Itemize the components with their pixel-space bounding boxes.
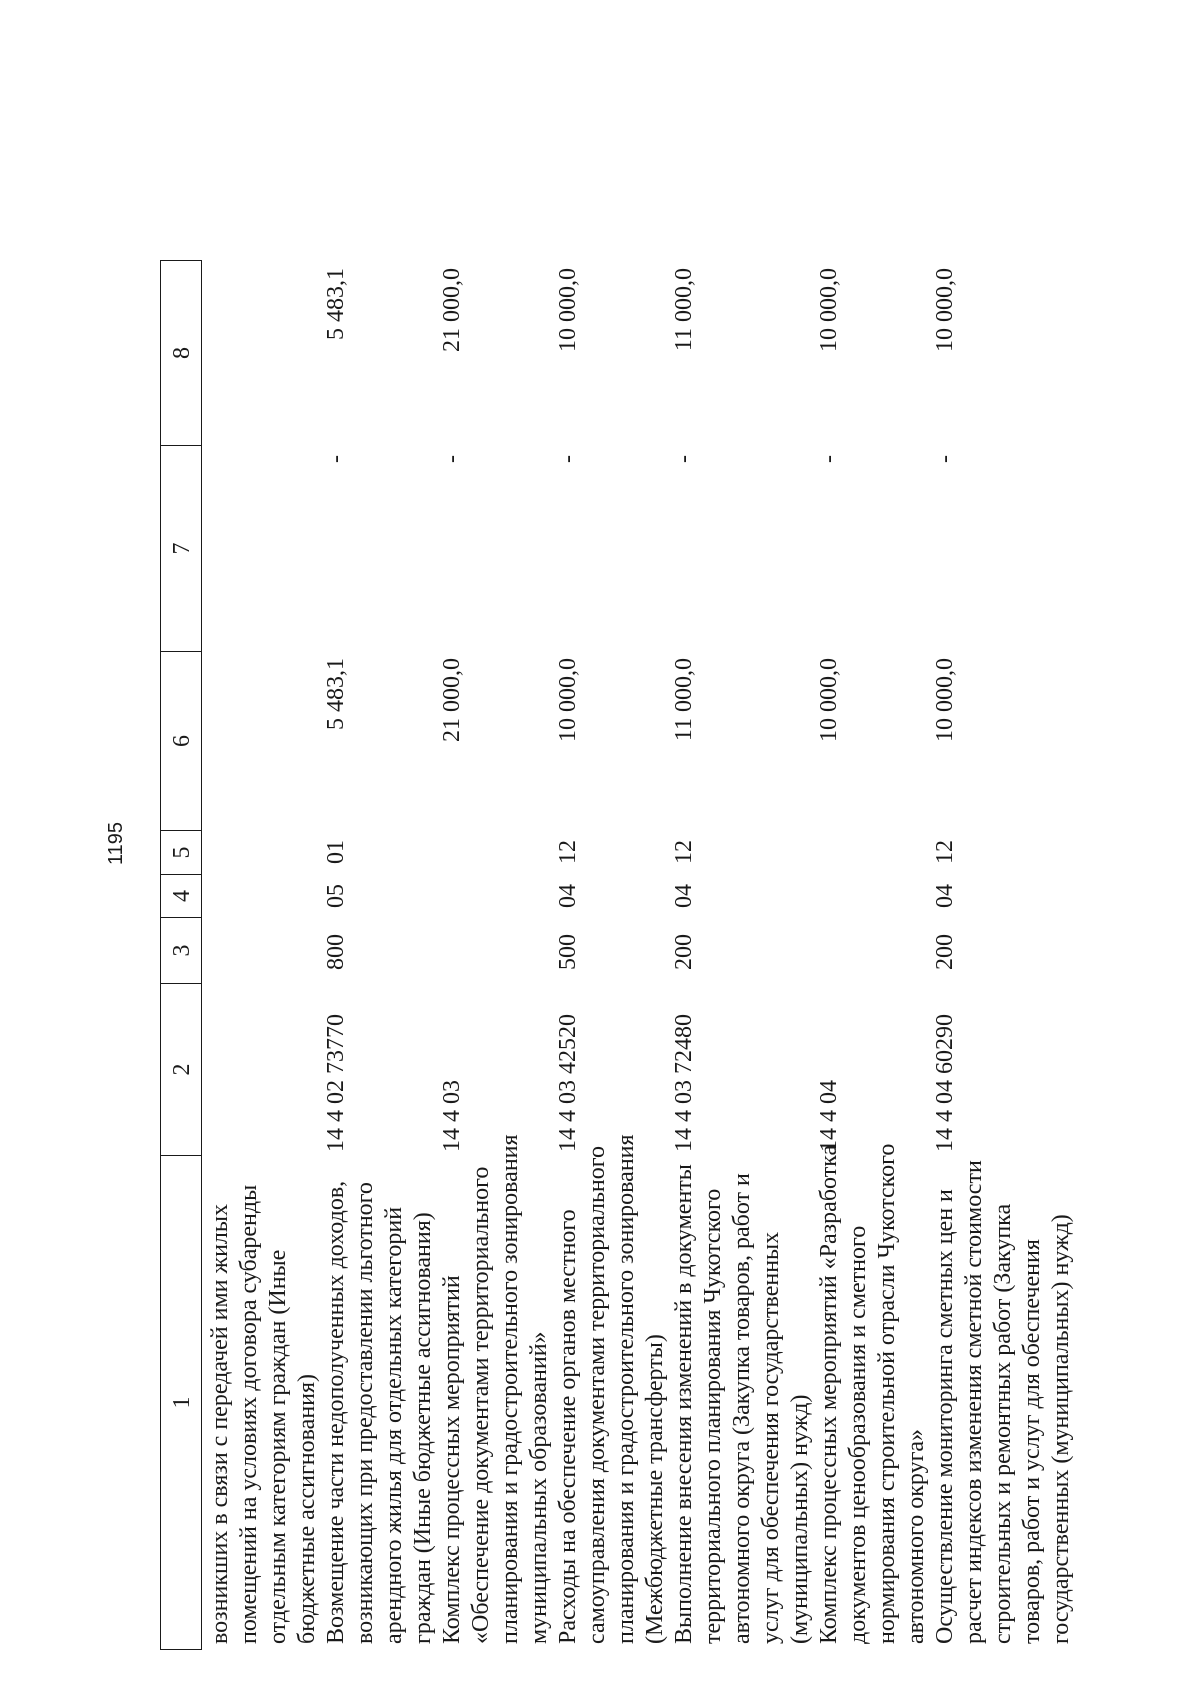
description-line: возникших в связи с передачей ими жилых [207, 1203, 233, 1644]
cell-col-8: 21 000,0 [439, 268, 465, 352]
cell-col-8: 10 000,0 [555, 268, 581, 352]
description-line: помещений на условиях договора субаренды [236, 1184, 262, 1644]
cell-col-5: 01 [323, 840, 349, 864]
description-line: «Обеспечение документами территориального [468, 1166, 494, 1644]
description-line: планирования и градостроительного зонирования [497, 1134, 523, 1644]
header-col-7: 7 [160, 445, 202, 652]
description-line: товаров, работ и услуг для обеспечения [1019, 1239, 1045, 1644]
cell-code: 14 4 04 [816, 1080, 842, 1152]
cell-col-7: - [555, 455, 581, 463]
description-line: (муниципальных) нужд) [787, 1394, 813, 1644]
header-col-5: 5 [160, 830, 202, 875]
description-line: расчет индексов изменения сметной стоимости [961, 1160, 987, 1644]
header-col-6: 6 [160, 651, 202, 831]
cell-col-6: 10 000,0 [932, 658, 958, 742]
cell-col-3: 800 [323, 934, 349, 970]
description-line: планирования и градостроительного зонирования [613, 1134, 639, 1644]
cell-description [670, 1158, 815, 1644]
description-line: возникающих при предоставлении льготного [352, 1182, 378, 1644]
description-line: Комплекс процессных мероприятий «Разработка [816, 1144, 842, 1644]
cell-col-4: 04 [932, 884, 958, 908]
description-line: самоуправления документами территориального [584, 1146, 610, 1644]
description-line: арендного жилья для отдельных категорий [381, 1206, 407, 1644]
header-col-8: 8 [160, 260, 202, 446]
cell-col-7: - [439, 455, 465, 463]
description-line: Расходы на обеспечение органов местного [555, 1209, 581, 1644]
cell-description [554, 1134, 670, 1644]
cell-col-4: 05 [323, 884, 349, 908]
description-line: Выполнение внесения изменений в документы [671, 1164, 697, 1644]
cell-col-7: - [323, 455, 349, 463]
cell-col-8: 11 000,0 [671, 268, 697, 352]
cell-code: 14 4 03 42520 [555, 1014, 581, 1152]
cell-description [206, 1158, 322, 1644]
cell-col-5: 12 [671, 840, 697, 864]
cell-col-7: - [932, 455, 958, 463]
rotated-table-frame [160, 70, 1175, 1650]
description-line: муниципальных образований» [526, 1331, 552, 1644]
cell-code: 14 4 04 60290 [932, 1014, 958, 1152]
description-line: услуг для обеспечения государственных [758, 1231, 784, 1644]
cell-col-6: 11 000,0 [671, 658, 697, 742]
description-line: отдельным категориям граждан (Иные [265, 1249, 291, 1644]
description-line: нормирования строительной отрасли Чукотского [874, 1143, 900, 1644]
description-line: территориального планирования Чукотского [700, 1188, 726, 1644]
cell-col-5: 12 [932, 840, 958, 864]
header-col-2: 2 [160, 983, 202, 1156]
cell-col-6: 10 000,0 [555, 658, 581, 742]
cell-col-8: 10 000,0 [816, 268, 842, 352]
header-col-4: 4 [160, 874, 202, 918]
description-line: государственных (муниципальных) нужд) [1048, 1214, 1074, 1644]
description-line: Осуществление мониторинга сметных цен и [932, 1189, 958, 1644]
cell-col-3: 500 [555, 934, 581, 970]
cell-col-6: 5 483,1 [323, 658, 349, 730]
description-line: Комплекс процессных мероприятий [439, 1275, 465, 1644]
description-line: автономного округа (Закупка товаров, работ и [729, 1173, 755, 1644]
cell-col-7: - [671, 455, 697, 463]
description-line: бюджетные ассигнования) [294, 1373, 320, 1644]
cell-description [931, 1158, 1076, 1644]
description-line: автономного округа» [903, 1428, 929, 1644]
cell-col-4: 04 [671, 884, 697, 908]
cell-code: 14 4 02 73770 [323, 1014, 349, 1152]
cell-code: 14 4 03 [439, 1080, 465, 1152]
cell-description [815, 1143, 931, 1644]
cell-col-6: 10 000,0 [816, 658, 842, 742]
header-col-1: 1 [160, 1155, 202, 1650]
cell-col-3: 200 [932, 934, 958, 970]
cell-col-6: 21 000,0 [439, 658, 465, 742]
cell-description [322, 1158, 438, 1644]
cell-col-8: 10 000,0 [932, 268, 958, 352]
description-line: (Межбюджетные трансферты) [642, 1334, 668, 1644]
page-number: 1195 [105, 821, 127, 865]
description-line: Возмещение части недополученных доходов, [323, 1180, 349, 1644]
cell-col-5: 12 [555, 840, 581, 864]
cell-col-7: - [816, 455, 842, 463]
cell-col-4: 04 [555, 884, 581, 908]
description-line: документов ценообразования и сметного [845, 1225, 871, 1644]
header-col-3: 3 [160, 917, 202, 984]
cell-description [438, 1134, 554, 1644]
cell-col-3: 200 [671, 934, 697, 970]
cell-col-8: 5 483,1 [323, 268, 349, 340]
description-line: строительных и ремонтных работ (Закупка [990, 1203, 1016, 1644]
description-line: граждан (Иные бюджетные ассигнования) [410, 1212, 436, 1644]
cell-code: 14 4 03 72480 [671, 1014, 697, 1152]
